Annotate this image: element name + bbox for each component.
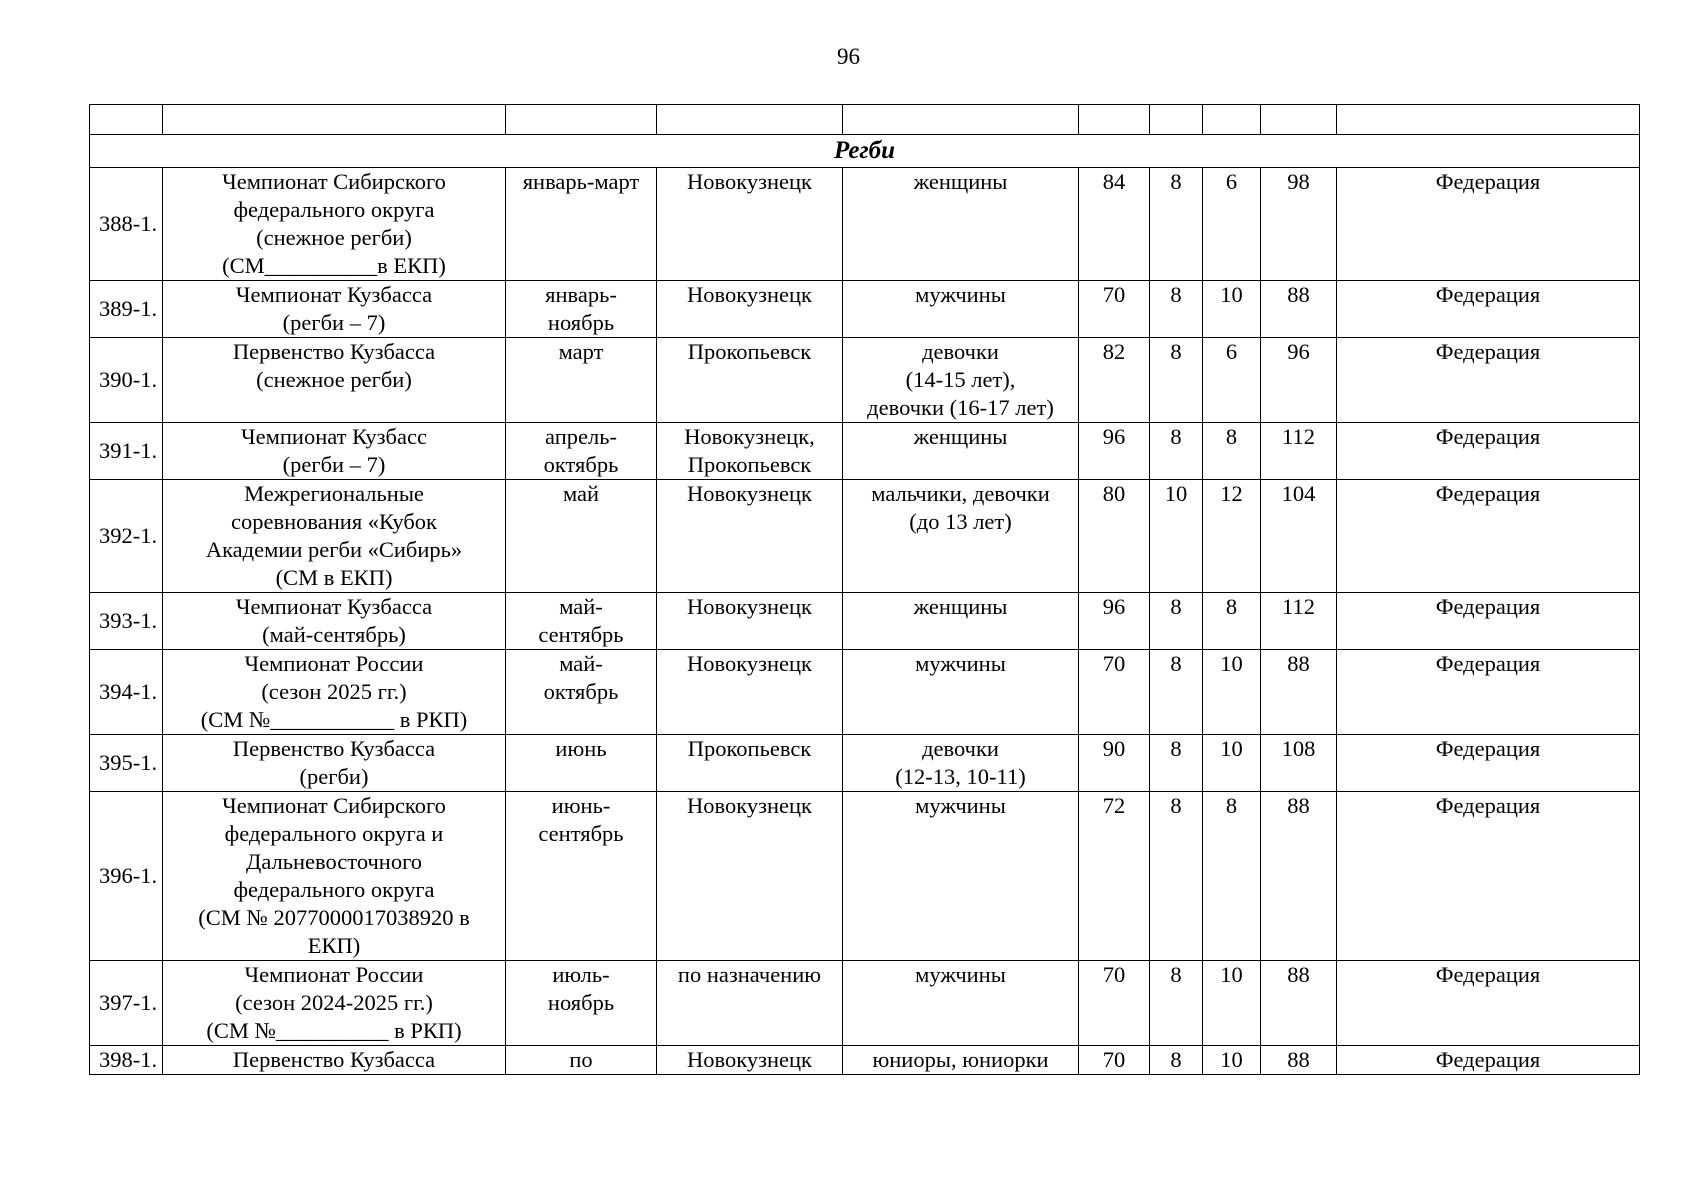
event-name: Чемпионат Кузбасса (май-сентябрь) — [163, 593, 506, 650]
count-cell-1: 70 — [1079, 650, 1150, 735]
count-cell-3: 6 — [1203, 338, 1261, 423]
count-cell-1: 84 — [1079, 168, 1150, 281]
header-cell — [90, 105, 163, 135]
event-place: Новокузнецк — [657, 168, 843, 281]
event-period: по — [506, 1046, 657, 1075]
event-participants: женщины — [843, 593, 1079, 650]
event-name: Чемпионат Кузбасса (регби – 7) — [163, 281, 506, 338]
event-period: январь-март — [506, 168, 657, 281]
row-number: 391-1. — [90, 423, 163, 480]
event-period: январь- ноябрь — [506, 281, 657, 338]
count-cell-4: 112 — [1261, 593, 1337, 650]
count-cell-3: 8 — [1203, 593, 1261, 650]
event-participants: мужчины — [843, 961, 1079, 1046]
header-cell — [1150, 105, 1203, 135]
count-cell-1: 70 — [1079, 281, 1150, 338]
event-participants: женщины — [843, 423, 1079, 480]
table-row — [90, 961, 1640, 1046]
event-place: Прокопьевск — [657, 735, 843, 792]
count-cell-1: 72 — [1079, 792, 1150, 961]
event-organizer: Федерация — [1337, 593, 1640, 650]
event-name: Первенство Кузбасса (регби) — [163, 735, 506, 792]
count-cell-4: 88 — [1261, 792, 1337, 961]
count-cell-3: 12 — [1203, 480, 1261, 593]
row-number: 395-1. — [90, 735, 163, 792]
table-row — [90, 650, 1640, 735]
header-cell — [1079, 105, 1150, 135]
count-cell-3: 10 — [1203, 961, 1261, 1046]
event-name: Первенство Кузбасса (снежное регби) — [163, 338, 506, 423]
event-participants: мужчины — [843, 650, 1079, 735]
table-row — [90, 735, 1640, 792]
count-cell-2: 8 — [1150, 338, 1203, 423]
table-row — [90, 281, 1640, 338]
event-participants: мужчины — [843, 281, 1079, 338]
event-participants: женщины — [843, 168, 1079, 281]
event-name: Чемпионат России (сезон 2024-2025 гг.) (СМ №__________ в РКП) — [163, 961, 506, 1046]
row-number: 392-1. — [90, 480, 163, 593]
count-cell-1: 96 — [1079, 593, 1150, 650]
table-row — [90, 593, 1640, 650]
row-number: 394-1. — [90, 650, 163, 735]
count-cell-4: 88 — [1261, 650, 1337, 735]
event-organizer: Федерация — [1337, 338, 1640, 423]
event-place: Новокузнецк — [657, 792, 843, 961]
count-cell-3: 8 — [1203, 792, 1261, 961]
event-organizer: Федерация — [1337, 281, 1640, 338]
count-cell-2: 8 — [1150, 961, 1203, 1046]
count-cell-2: 8 — [1150, 593, 1203, 650]
event-place: Новокузнецк — [657, 480, 843, 593]
event-organizer: Федерация — [1337, 480, 1640, 593]
event-name: Чемпионат Сибирского федерального округа (снежное регби) (СМ__________в ЕКП) — [163, 168, 506, 281]
count-cell-1: 70 — [1079, 961, 1150, 1046]
row-number: 393-1. — [90, 593, 163, 650]
table-row — [90, 423, 1640, 480]
event-period: март — [506, 338, 657, 423]
header-row — [90, 105, 1640, 135]
header-cell — [1203, 105, 1261, 135]
count-cell-2: 8 — [1150, 735, 1203, 792]
event-period: июль- ноябрь — [506, 961, 657, 1046]
count-cell-4: 98 — [1261, 168, 1337, 281]
event-organizer: Федерация — [1337, 1046, 1640, 1075]
event-period: май — [506, 480, 657, 593]
count-cell-2: 10 — [1150, 480, 1203, 593]
table-row — [90, 480, 1640, 593]
event-place: Новокузнецк — [657, 281, 843, 338]
events-table — [89, 104, 1640, 1075]
event-period: май- октябрь — [506, 650, 657, 735]
section-title: Регби — [90, 135, 1640, 168]
row-number: 397-1. — [90, 961, 163, 1046]
count-cell-3: 8 — [1203, 423, 1261, 480]
row-number: 390-1. — [90, 338, 163, 423]
header-cell — [506, 105, 657, 135]
table-row — [90, 338, 1640, 423]
header-cell — [657, 105, 843, 135]
count-cell-3: 6 — [1203, 168, 1261, 281]
event-place: Новокузнецк — [657, 650, 843, 735]
event-place: Новокузнецк, Прокопьевск — [657, 423, 843, 480]
count-cell-1: 96 — [1079, 423, 1150, 480]
count-cell-2: 8 — [1150, 168, 1203, 281]
header-cell — [843, 105, 1079, 135]
event-participants: юниоры, юниорки — [843, 1046, 1079, 1075]
event-organizer: Федерация — [1337, 961, 1640, 1046]
count-cell-1: 90 — [1079, 735, 1150, 792]
count-cell-4: 96 — [1261, 338, 1337, 423]
count-cell-4: 88 — [1261, 281, 1337, 338]
event-organizer: Федерация — [1337, 735, 1640, 792]
count-cell-1: 70 — [1079, 1046, 1150, 1075]
count-cell-3: 10 — [1203, 735, 1261, 792]
event-place: Прокопьевск — [657, 338, 843, 423]
page-number: 96 — [837, 44, 860, 69]
count-cell-3: 10 — [1203, 281, 1261, 338]
count-cell-4: 108 — [1261, 735, 1337, 792]
count-cell-3: 10 — [1203, 650, 1261, 735]
count-cell-4: 88 — [1261, 1046, 1337, 1075]
table-row — [90, 168, 1640, 281]
count-cell-4: 112 — [1261, 423, 1337, 480]
event-participants: девочки (12-13, 10-11) — [843, 735, 1079, 792]
header-cell — [1261, 105, 1337, 135]
event-organizer: Федерация — [1337, 792, 1640, 961]
count-cell-2: 8 — [1150, 650, 1203, 735]
row-number: 389-1. — [90, 281, 163, 338]
event-period: апрель- октябрь — [506, 423, 657, 480]
count-cell-1: 80 — [1079, 480, 1150, 593]
count-cell-2: 8 — [1150, 423, 1203, 480]
event-name: Чемпионат России (сезон 2025 гг.) (СМ №___________ в РКП) — [163, 650, 506, 735]
event-period: июнь — [506, 735, 657, 792]
event-place: по назначению — [657, 961, 843, 1046]
row-number: 388-1. — [90, 168, 163, 281]
header-cell — [163, 105, 506, 135]
count-cell-1: 82 — [1079, 338, 1150, 423]
event-organizer: Федерация — [1337, 168, 1640, 281]
row-number: 396-1. — [90, 792, 163, 961]
event-name: Чемпионат Кузбасс (регби – 7) — [163, 423, 506, 480]
row-number: 398-1. — [90, 1046, 163, 1075]
count-cell-4: 104 — [1261, 480, 1337, 593]
count-cell-2: 8 — [1150, 1046, 1203, 1075]
count-cell-2: 8 — [1150, 281, 1203, 338]
event-participants: мальчики, девочки (до 13 лет) — [843, 480, 1079, 593]
event-name: Межрегиональные соревнования «Кубок Академии регби «Сибирь» (СМ в ЕКП) — [163, 480, 506, 593]
event-place: Новокузнецк — [657, 1046, 843, 1075]
event-participants: мужчины — [843, 792, 1079, 961]
event-place: Новокузнецк — [657, 593, 843, 650]
table-row — [90, 792, 1640, 961]
header-cell — [1337, 105, 1640, 135]
event-name: Первенство Кузбасса — [163, 1046, 506, 1075]
event-participants: девочки (14-15 лет), девочки (16-17 лет) — [843, 338, 1079, 423]
table-row — [90, 1046, 1640, 1075]
event-organizer: Федерация — [1337, 650, 1640, 735]
count-cell-2: 8 — [1150, 792, 1203, 961]
event-organizer: Федерация — [1337, 423, 1640, 480]
count-cell-4: 88 — [1261, 961, 1337, 1046]
event-name: Чемпионат Сибирского федерального округа и Дальневосточного федерального округа (СМ № 2077000017038920 в ЕКП) — [163, 792, 506, 961]
count-cell-3: 10 — [1203, 1046, 1261, 1075]
event-period: май- сентябрь — [506, 593, 657, 650]
event-period: июнь- сентябрь — [506, 792, 657, 961]
section-row — [90, 135, 1640, 168]
